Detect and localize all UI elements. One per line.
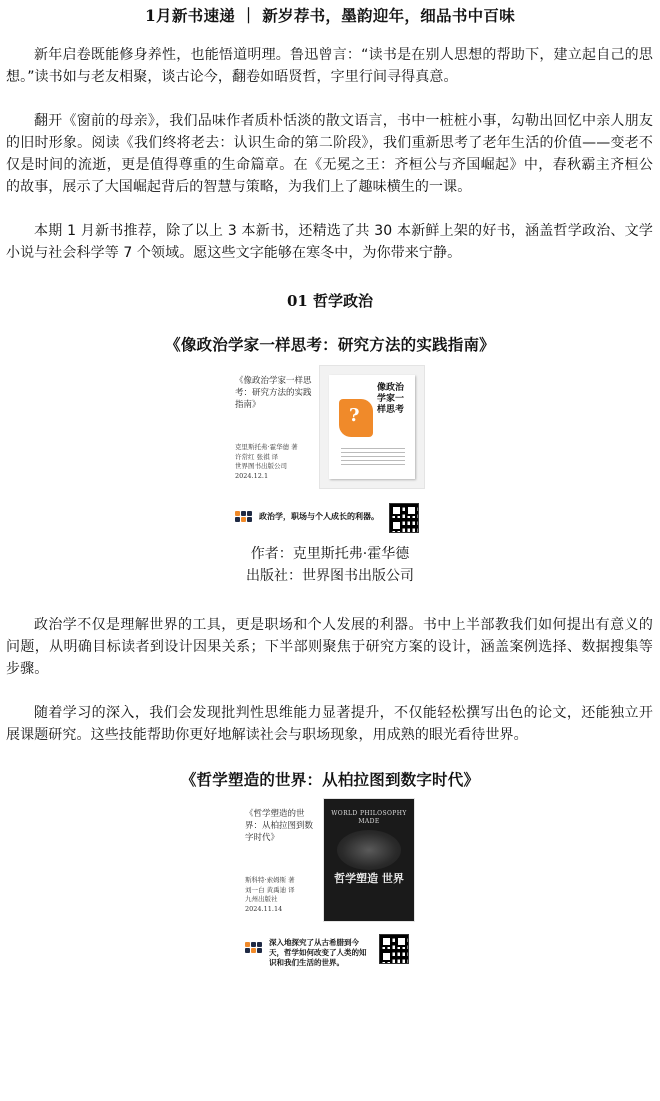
book-card-description: 《哲学塑造的世界：从柏拉图到数字时代》 (245, 809, 314, 843)
qr-code-icon (379, 934, 409, 964)
publisher-logo-icon (245, 942, 263, 956)
book-cover-image (323, 798, 415, 922)
book-card-meta-translator: 许常红 张祺 译 (235, 452, 279, 461)
book-publisher: 出版社：世界图书出版公司 (246, 568, 414, 584)
page-title: 1月新书速递 ｜ 新岁荐书，墨韵迎年，细品书中百味 (144, 6, 516, 25)
publisher-logo-icon (235, 511, 253, 525)
book-title-1: 《像政治学家一样思考：研究方法的实践指南》 (165, 335, 495, 354)
intro-paragraph-1: 新年启卷既能修身养性，也能悟道明理。鲁迅曾言：“读书是在别人思想的帮助下，建立起自己的思想。”读书如与老友相聚，谈古论今，翻卷如晤贤哲，字里行间寻得真意。 (6, 47, 653, 85)
book-title-2: 《哲学塑造的世界：从柏拉图到数字时代》 (180, 770, 480, 789)
book-card-meta-author: 斯科特·索姆斯 著 (245, 876, 295, 884)
book-card-meta-translator: 刘一白 黄禹迪 译 (245, 885, 295, 894)
book-card-slogan: 政治学，职场与个人成长的利器。 (259, 511, 379, 521)
book-card-meta (245, 876, 319, 914)
book-card-meta-publisher: 九州出版社 (245, 895, 278, 903)
book-card-footer (245, 934, 415, 967)
book-card-slogan: 深入地探究了从古希腊到今天，哲学如何改变了人类的知识和我们生活的世界。 (269, 938, 367, 967)
book-card-1 (235, 365, 425, 533)
book-card-footer (235, 503, 425, 533)
qr-code-icon (389, 503, 419, 533)
book-card-2 (245, 798, 415, 967)
book-cover-image: ? 像政治学家一样思考 (319, 365, 425, 489)
book-card-meta-date: 2024.11.14 (245, 904, 283, 913)
intro-paragraph-2: 翻开《窗前的母亲》，我们品味作者质朴恬淡的散文语言，书中一桩桩小事，勾勒出回忆中亲人朋友的旧时形象。阅读《我们终将老去：认识生命的第二阶段》，我们重新思考了老年生活的价值——变老不仅是时间的流逝，更是值得尊重的生命篇章。在《无冕之王：齐桓公与齐国崛起》中，春秋霸主齐桓公的故事，展示了大国崛起背后的智慧与策略，为我们上了趣味横生的一课。 (6, 113, 653, 195)
book-card-meta-publisher: 世界图书出版公司 (235, 462, 287, 470)
book-card-meta-author: 克里斯托弗·霍华德 著 (235, 443, 298, 451)
book-card-description: 《像政治学家一样思考：研究方法的实践指南》 (235, 376, 312, 410)
book-info-1 (0, 543, 660, 587)
book-cover-english-title: WORLD PHILOSOPHY MADE (331, 810, 407, 825)
book-1-paragraph-1: 政治学不仅是理解世界的工具，更是职场和个人发展的利器。书中上半部教我们如何提出有意义的问题，从明确目标读者到设计因果关系；下半部则聚焦于研究方案的设计，涵盖案例选择、数据搜集等步骤。 (6, 617, 653, 677)
intro-paragraph-3: 本期 1 月新书推荐，除了以上 3 本新书，还精选了共 30 本新鲜上架的好书，涵盖哲学政治、文学小说与社会科学等 7 个领域。愿这些文字能够在寒冬中，为你带来宁静。 (6, 223, 653, 261)
book-card-meta (235, 443, 313, 481)
book-1-paragraph-2: 随着学习的深入，我们会发现批判性思维能力显著提升，不仅能轻松撰写出色的论文，还能独立开展课题研究。这些技能帮助你更好地解读社会与职场现象，用成熟的眼光看待世界。 (6, 705, 653, 743)
section-heading: 01 哲学政治 (286, 292, 374, 310)
book-cover-title: 哲学塑造 世界 (334, 872, 404, 885)
book-card-meta-date: 2024.12.1 (235, 471, 269, 480)
book-cover-title: 像政治学家一样思考 (377, 383, 405, 415)
book-author: 作者：克里斯托弗·霍华德 (250, 546, 410, 562)
